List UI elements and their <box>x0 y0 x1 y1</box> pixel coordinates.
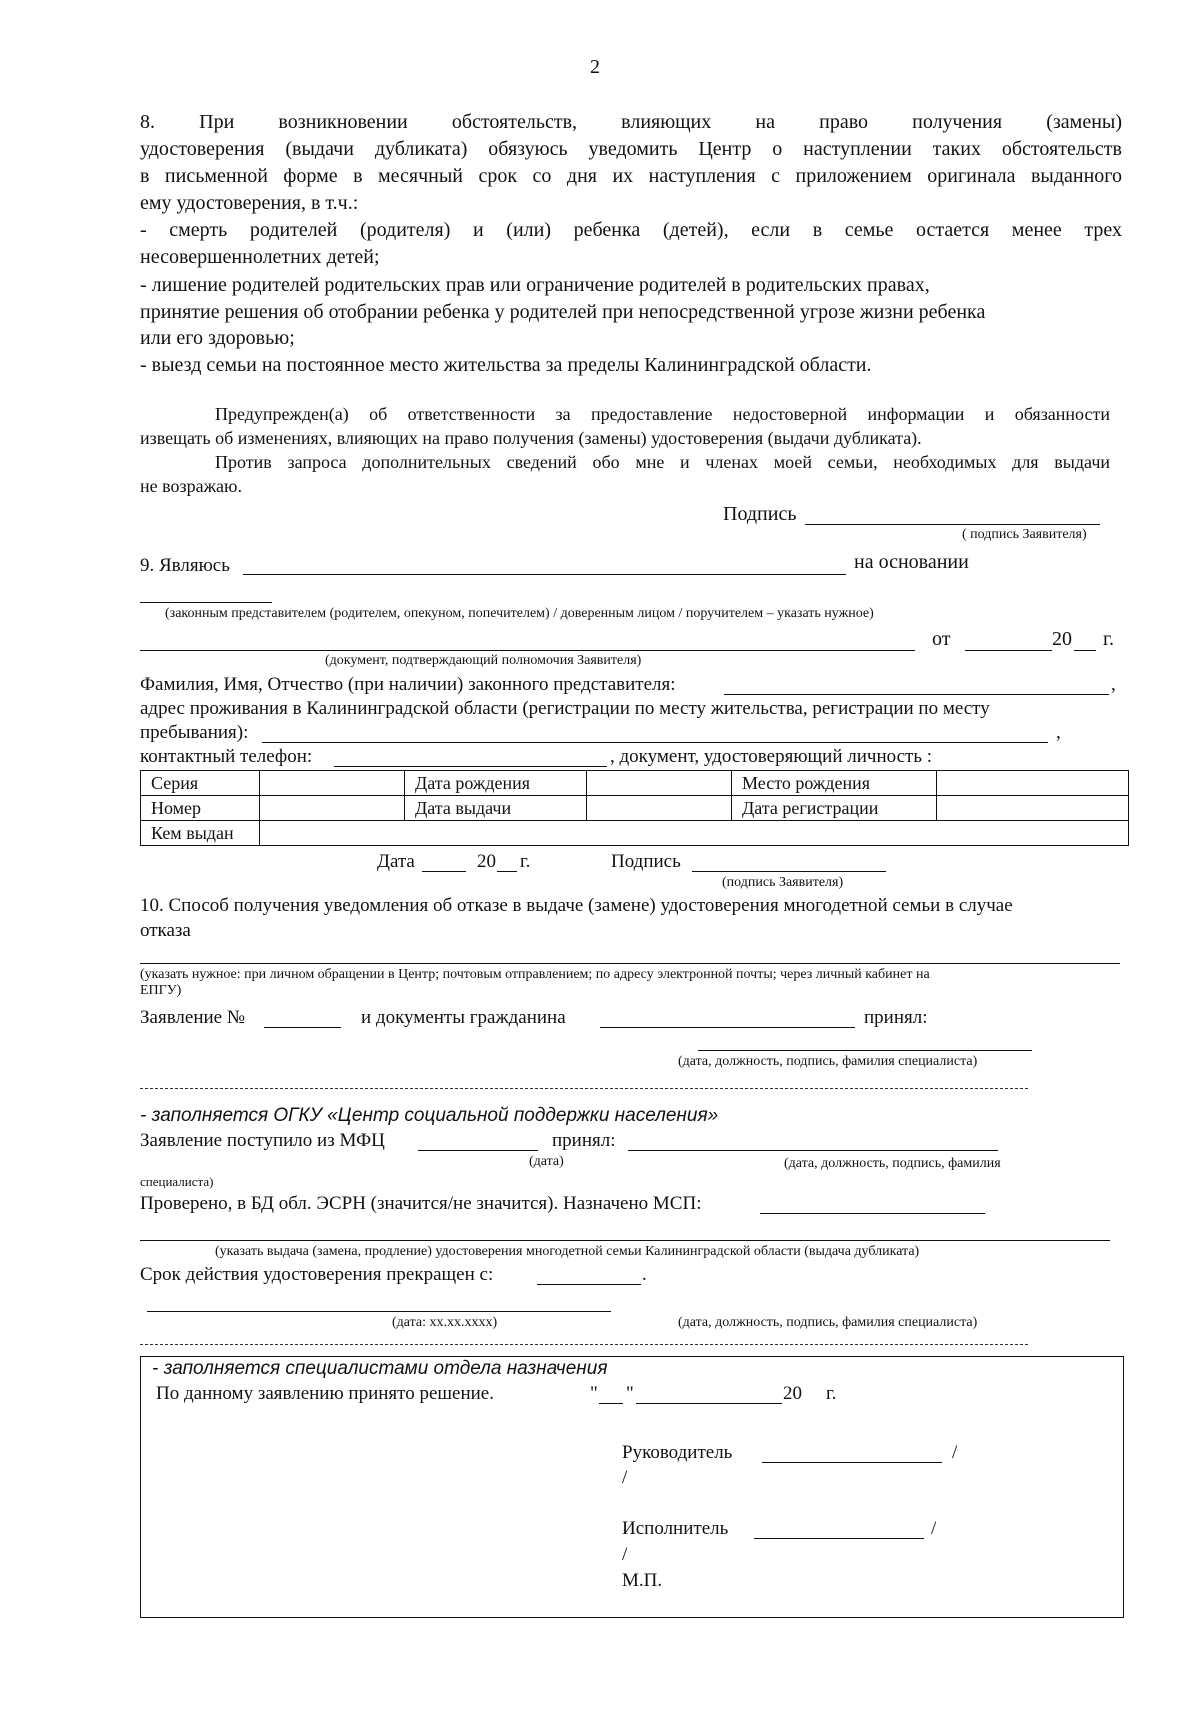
item10-specialist-caption: (дата, должность, подпись, фамилия специалиста) <box>678 1054 978 1069</box>
ogku-validity: Срок действия удостоверения прекращен с: <box>140 1264 494 1285</box>
table-cell-birth-date: Дата рождения <box>405 771 587 796</box>
item9-basis: на основании <box>854 551 969 573</box>
signature-label: Подпись <box>723 503 797 525</box>
table-row <box>141 821 1129 846</box>
ogku-issue-line[interactable] <box>140 1240 1110 1241</box>
table-cell-number: Номер <box>141 796 260 821</box>
signature-caption: ( подпись Заявителя) <box>962 527 1087 542</box>
item10-accepted: принял: <box>864 1007 928 1028</box>
item9-year-suffix: г. <box>1103 628 1114 650</box>
item9-doc-caption: (документ, подтверждающий полномочия Заявителя) <box>325 653 642 668</box>
decision-month-line[interactable] <box>636 1403 782 1404</box>
item9-date-line[interactable] <box>422 871 466 872</box>
decision-executor-label: Исполнитель <box>622 1518 729 1539</box>
item8-bullet1-line1: - смерть родителей (родителя) и (или) ребенка (детей), если в семье остается менее трех <box>140 219 1122 241</box>
page-number: 2 <box>590 56 600 78</box>
ogku-spec-caption3: (дата, должность, подпись, фамилия специалиста) <box>678 1315 978 1330</box>
decision-head-line[interactable] <box>762 1462 942 1463</box>
ogku-spec-caption2: специалиста) <box>140 1174 214 1189</box>
warning-line1: Предупрежден(а) об ответственности за предоставление недостоверной информации и обязанности <box>215 404 1110 424</box>
item9-date-year: 20 <box>477 851 496 872</box>
table-cell-issue-date: Дата выдачи <box>405 796 587 821</box>
item9-phone-line[interactable] <box>334 766 607 767</box>
table-cell-empty[interactable] <box>260 771 405 796</box>
decision-year-suffix: г. <box>826 1383 837 1404</box>
id-document-table <box>140 770 1129 846</box>
decision-line: По данному заявлению принято решение. <box>156 1383 494 1404</box>
item9-address-end: , <box>1056 722 1061 743</box>
item9-fio-line[interactable] <box>724 694 1109 695</box>
decision-executor-slash2: / <box>622 1544 628 1565</box>
separator-dashed-2 <box>140 1344 1028 1345</box>
warning-line2: извещать об изменениях, влияющих на право получения (замены) удостоверения (выдачи дубликата). <box>140 428 922 448</box>
table-cell-reg-date: Дата регистрации <box>732 796 937 821</box>
table-cell-issued-by-value[interactable] <box>260 821 1129 846</box>
item8-first-line <box>140 111 1122 134</box>
item9-role-caption: (законным представителем (родителем, опекуном, попечителем) / доверенным лицом / поручителем – указать нужное) <box>165 606 874 621</box>
item9-date-year-line[interactable] <box>497 871 517 872</box>
item8-word: на <box>755 111 775 133</box>
item8-word: (замены) <box>1046 111 1122 133</box>
decision-header: - заполняется специалистами отдела назначения <box>152 1358 608 1379</box>
item10-application-number-line[interactable] <box>264 1027 341 1028</box>
item9-sign-label: Подпись <box>611 851 681 872</box>
ogku-date-format-caption: (дата: хх.хх.хххх) <box>392 1315 498 1330</box>
item8-line2: удостоверения (выдачи дубликата) обязуюсь уведомить Центр о наступлении таких обстоятельств <box>140 138 1122 160</box>
table-cell-issued-by: Кем выдан <box>141 821 260 846</box>
table-row <box>141 796 1129 821</box>
table-cell-series: Серия <box>141 771 260 796</box>
ogku-msp-line[interactable] <box>760 1213 985 1214</box>
table-row <box>141 771 1129 796</box>
decision-head-slash2: / <box>622 1467 628 1488</box>
item10-specialist-line[interactable] <box>698 1050 1032 1051</box>
decision-mp: М.П. <box>622 1570 663 1591</box>
ogku-accepted: принял: <box>552 1130 616 1151</box>
item9-year: 20 <box>1052 628 1072 650</box>
decision-quote-open: " <box>590 1383 598 1404</box>
item8-bullet3: - выезд семьи на постоянное место жительства за пределы Калининградской области. <box>140 354 872 376</box>
item9-doc-line[interactable] <box>140 650 915 651</box>
ogku-from-mfc: Заявление поступило из МФЦ <box>140 1130 385 1151</box>
decision-executor-line[interactable] <box>754 1538 924 1539</box>
table-cell-empty[interactable] <box>937 796 1129 821</box>
item8-word: получения <box>912 111 1003 133</box>
item9-short-line[interactable] <box>140 602 272 603</box>
item8-line4: ему удостоверения, в т.ч.: <box>140 192 359 214</box>
warning-line4: не возражаю. <box>140 476 242 496</box>
item8-word: 8. <box>140 111 155 133</box>
item9-phone-label: контактный телефон: <box>140 746 313 767</box>
item9-date-label: Дата <box>377 851 415 872</box>
item9-role-line[interactable] <box>243 574 846 575</box>
item9-sign-line[interactable] <box>692 871 886 872</box>
table-cell-birth-place: Место рождения <box>732 771 937 796</box>
ogku-validity-end: . <box>642 1264 647 1285</box>
item9-year-line[interactable] <box>1074 650 1096 651</box>
item9-sign-caption: (подпись Заявителя) <box>722 875 844 890</box>
item9-address-line1: адрес проживания в Калининградской области (регистрации по месту жительства, регистрации по месту <box>140 698 990 719</box>
item10-line2: отказа <box>140 920 191 941</box>
ogku-date-caption: (дата) <box>529 1154 564 1169</box>
item9-doc-date-line[interactable] <box>965 650 1052 651</box>
table-cell-empty[interactable] <box>587 771 732 796</box>
ogku-date-format-line[interactable] <box>147 1311 611 1312</box>
signature-line[interactable] <box>805 524 1100 525</box>
item10-caption-line1: (указать нужное: при личном обращении в Центр; почтовым отправлением; по адресу электронной почты; через личный кабинет на <box>140 967 930 982</box>
item9-label: 9. Являюсь <box>140 555 230 576</box>
table-cell-empty[interactable] <box>260 796 405 821</box>
item9-id-doc-label: , документ, удостоверяющий личность : <box>610 746 933 767</box>
item8-word: обстоятельств, <box>451 111 578 133</box>
decision-year: 20 <box>783 1383 802 1404</box>
item8-word: При <box>199 111 235 133</box>
item10-application-label: Заявление № <box>140 1007 245 1028</box>
decision-head-label: Руководитель <box>622 1442 733 1463</box>
item10-method-line[interactable] <box>140 963 1120 964</box>
ogku-header: - заполняется ОГКУ «Центр социальной поддержки населения» <box>140 1105 719 1126</box>
table-cell-empty[interactable] <box>937 771 1129 796</box>
ogku-issue-caption: (указать выдача (замена, продление) удостоверения многодетной семьи Калининградской области (выдача дубликата) <box>215 1244 920 1259</box>
item9-fio-end: , <box>1111 674 1116 695</box>
item8-word: право <box>819 111 868 133</box>
separator-dashed-1 <box>140 1088 1028 1089</box>
item10-docs-label: и документы гражданина <box>361 1007 566 1028</box>
decision-day-line[interactable] <box>599 1403 623 1404</box>
decision-executor-slash: / <box>931 1518 937 1539</box>
item10-line1: 10. Способ получения уведомления об отказе в выдаче (замене) удостоверения многодетной семьи в случае <box>140 895 1013 916</box>
item9-address-fill-line[interactable] <box>262 742 1048 743</box>
ogku-spec-caption: (дата, должность, подпись, фамилия <box>784 1156 1001 1171</box>
decision-quote-close: " <box>626 1383 634 1404</box>
item10-docs-line[interactable] <box>600 1027 855 1028</box>
ogku-validity-line[interactable] <box>537 1284 641 1285</box>
item10-caption-line2: ЕПГУ) <box>140 983 182 998</box>
item8-line3: в письменной форме в месячный срок со дня их наступления с приложением оригинала выданного <box>140 165 1122 187</box>
item9-from: от <box>932 628 951 650</box>
ogku-checked: Проверено, в БД обл. ЭСРН (значится/не значится). Назначено МСП: <box>140 1193 702 1214</box>
item9-address-line2: пребывания): <box>140 722 249 743</box>
item8-word: возникновении <box>278 111 408 133</box>
item8-bullet2-line2: принятие решения об отобрании ребенка у родителей при непосредственной угрозе жизни ребенка <box>140 301 986 323</box>
item8-bullet2-line1: - лишение родителей родительских прав или ограничение родителей в родительских правах, <box>140 274 930 296</box>
item9-date-suffix: г. <box>520 851 531 872</box>
ogku-accepted-line[interactable] <box>628 1150 998 1151</box>
item8-word: влияющих <box>621 111 712 133</box>
table-cell-empty[interactable] <box>587 796 732 821</box>
warning-line3: Против запроса дополнительных сведений обо мне и членах моей семьи, необходимых для выдачи <box>215 452 1110 472</box>
ogku-mfc-date-line[interactable] <box>418 1150 538 1151</box>
decision-head-slash: / <box>952 1442 958 1463</box>
item9-fio-label: Фамилия, Имя, Отчество (при наличии) законного представителя: <box>140 674 676 695</box>
item8-bullet2-line3: или его здоровью; <box>140 327 295 349</box>
item8-bullet1-line2: несовершеннолетних детей; <box>140 246 380 268</box>
